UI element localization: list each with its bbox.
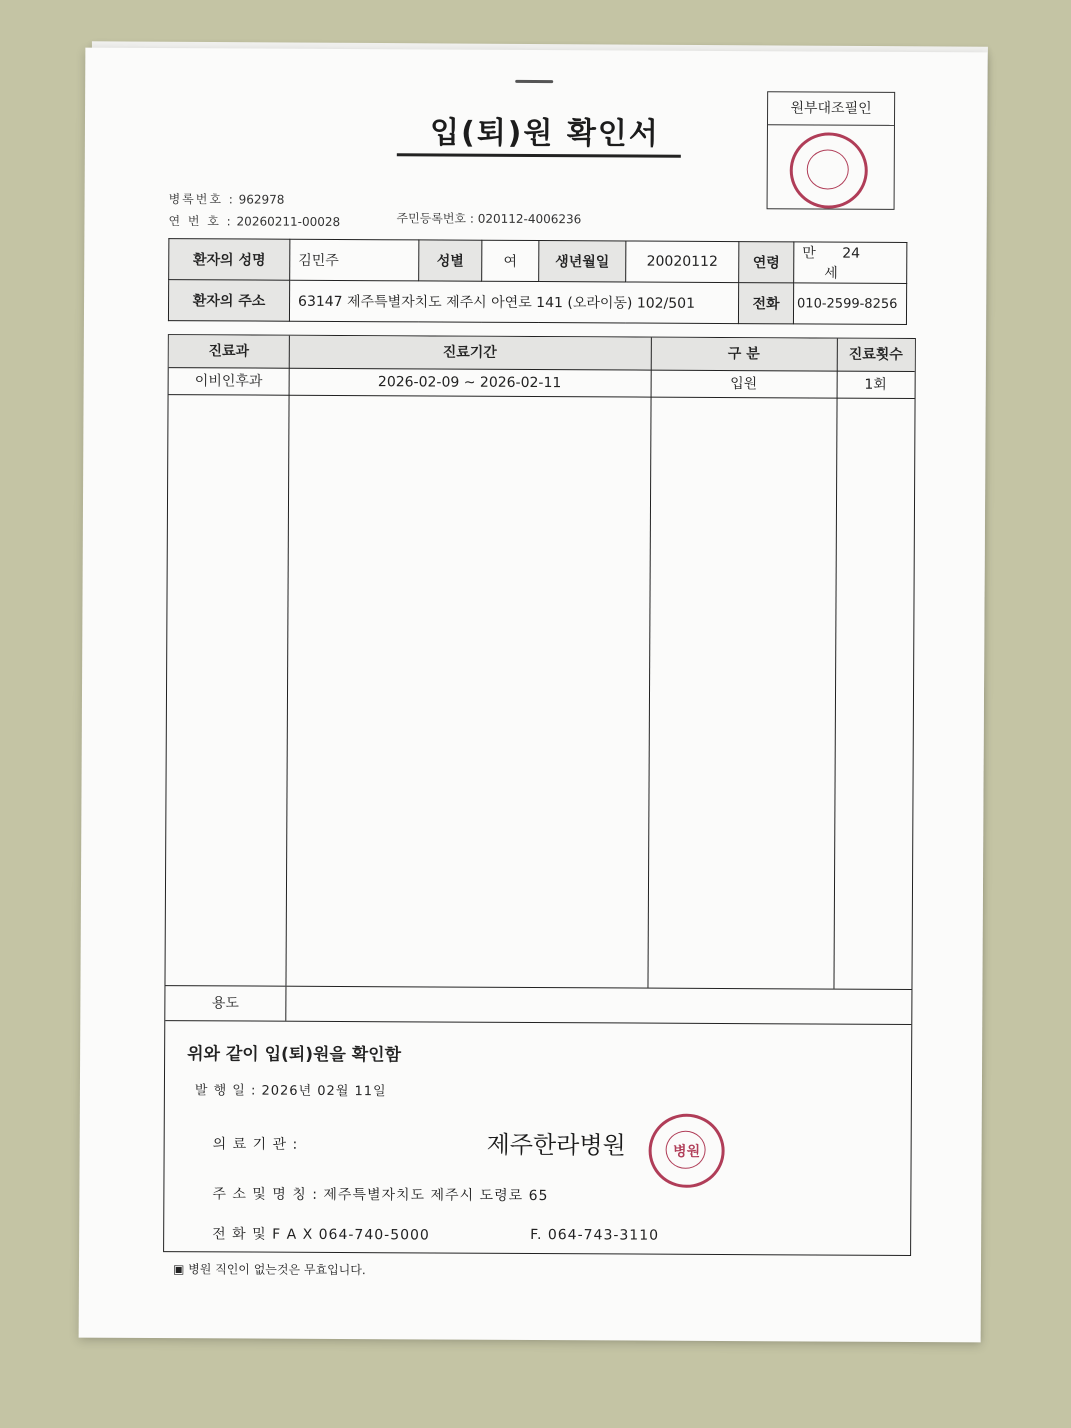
confirmation-statement: 위와 같이 입(퇴)원을 확인함 bbox=[187, 1044, 402, 1066]
column-divider-2 bbox=[647, 338, 651, 988]
resident-number-label: 주민등록번호 : bbox=[396, 211, 474, 226]
patient-address-row bbox=[168, 280, 906, 325]
patient-dob-value: 20020112 bbox=[626, 241, 739, 283]
patient-info-row bbox=[169, 239, 907, 284]
age-unit: 세 bbox=[824, 265, 838, 282]
patient-age-value bbox=[794, 242, 907, 284]
patient-info-table bbox=[168, 238, 907, 325]
header-dept: 진료과 bbox=[169, 335, 289, 369]
patient-address-value: 63147 제주특별자치도 제주시 아연로 141 (오라이동) 102/501 bbox=[289, 280, 738, 323]
title-underline bbox=[397, 153, 681, 157]
usage-label: 용도 bbox=[211, 995, 239, 1012]
header-period: 진료기간 bbox=[289, 336, 651, 371]
column-divider-1 bbox=[285, 336, 289, 986]
approval-stamp bbox=[790, 132, 868, 208]
patient-address-label: 환자의 주소 bbox=[168, 280, 289, 322]
treatment-table bbox=[163, 334, 916, 1256]
record-number-label: 병록번호 : bbox=[168, 192, 235, 207]
row-dept: 이비인후과 bbox=[169, 368, 289, 396]
usage-row bbox=[165, 985, 911, 1025]
staple-mark bbox=[515, 80, 553, 83]
usage-divider bbox=[285, 987, 286, 1021]
patient-phone-label: 전화 bbox=[738, 283, 793, 324]
institution-address bbox=[212, 1183, 548, 1205]
institution-label: 의 료 기 관 : bbox=[212, 1136, 299, 1153]
approval-seal-label: 원부대조필인 bbox=[768, 92, 894, 126]
serial-number-value: 20260211-00028 bbox=[236, 214, 341, 229]
validity-footnote: ▣ 병원 직인이 없는것은 무효입니다. bbox=[172, 1262, 366, 1278]
patient-name-value: 김민주 bbox=[290, 239, 419, 281]
header-count: 진료횟수 bbox=[837, 339, 915, 372]
resident-number-value: 020112-4006236 bbox=[477, 211, 582, 227]
patient-name-label: 환자의 성명 bbox=[169, 239, 290, 281]
issue-date-label: 발 행 일 : bbox=[194, 1083, 257, 1099]
serial-number bbox=[168, 212, 340, 230]
record-number bbox=[169, 190, 285, 208]
issue-date-value: 2026년 02월 11일 bbox=[261, 1083, 387, 1100]
hospital-stamp-text: 병원 bbox=[673, 1143, 701, 1160]
resident-number bbox=[396, 209, 581, 227]
patient-sex-value: 여 bbox=[482, 240, 539, 281]
serial-number-label: 연 번 호 : bbox=[168, 214, 233, 229]
row-type: 입원 bbox=[651, 371, 837, 399]
institution-fax: F. 064-743-3110 bbox=[530, 1226, 660, 1244]
header-type: 구 분 bbox=[651, 338, 837, 372]
institution-phone-label: 전 화 및 F A X bbox=[212, 1226, 314, 1243]
institution-address-value: 제주특별자치도 제주시 도령로 65 bbox=[323, 1186, 549, 1205]
hospital-stamp bbox=[648, 1114, 724, 1188]
institution-contact bbox=[212, 1223, 430, 1244]
row-period: 2026-02-09 ~ 2026-02-11 bbox=[289, 369, 651, 398]
institution-phone-value: 064-740-5000 bbox=[318, 1226, 430, 1244]
age-prefix: 만 bbox=[802, 245, 816, 262]
patient-sex-label: 성별 bbox=[419, 240, 482, 281]
approval-seal-box bbox=[767, 91, 896, 210]
document-title: 입(퇴)원 확인서 bbox=[429, 115, 660, 152]
institution-address-label: 주 소 및 명 칭 : bbox=[212, 1186, 319, 1203]
document-sheet bbox=[79, 48, 988, 1343]
patient-phone-value: 010-2599-8256 bbox=[793, 283, 906, 325]
issue-date bbox=[195, 1079, 387, 1099]
institution-name: 제주한라병원 bbox=[486, 1130, 626, 1160]
age-number: 24 bbox=[842, 245, 861, 262]
patient-age-label: 연령 bbox=[739, 242, 794, 283]
column-divider-3 bbox=[833, 339, 837, 989]
row-count: 1회 bbox=[837, 372, 915, 399]
patient-dob-label: 생년월일 bbox=[539, 241, 626, 282]
record-number-value: 962978 bbox=[238, 192, 285, 207]
